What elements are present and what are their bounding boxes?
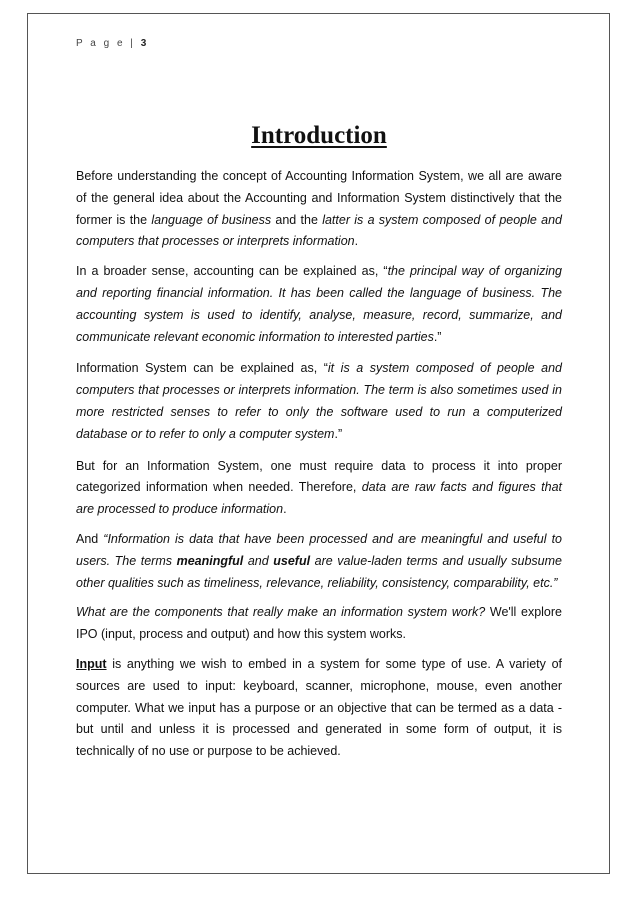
p3-text-1: Information System can be explained as, “ — [76, 361, 328, 376]
page-header — [76, 38, 146, 49]
p5-text-1: And — [76, 531, 104, 546]
p4-italic-1: data are raw facts and figures that are processed to produce information — [76, 480, 562, 517]
document-body — [76, 166, 562, 771]
page-number: 3 — [140, 38, 147, 49]
p5-italic-2: and — [243, 553, 274, 568]
paragraph-5 — [76, 529, 562, 594]
paragraph-7 — [76, 654, 562, 763]
p5-italic-1: “Information is data that have been processed and are meaningful and useful to users. The terms — [76, 531, 563, 568]
p3-text-2: .” — [334, 426, 343, 441]
p5-bold-italic-useful: useful — [273, 553, 311, 568]
paragraph-3 — [76, 358, 562, 445]
page-label: P a g e — [76, 38, 126, 49]
p5-italic-3: are value-laden terms and usually subsume other qualities such as timeliness, relevance, reliability, consistency, comparability, etc.” — [76, 553, 562, 590]
p2-text-2: .” — [433, 329, 442, 344]
p4-text-1: But for an Information System, one must require data to process it into proper categorized information when needed. Therefore, — [76, 458, 562, 495]
p1-text-2: and the — [271, 212, 323, 227]
p1-italic-1: language of business — [151, 212, 272, 227]
paragraph-6 — [76, 602, 562, 646]
p3-italic-1: it is a system composed of people and computers that processes or interprets information. The term is also sometimes used in more restricted senses to refer to only the software used to run a computerized database or to refer to only a computer system — [76, 361, 562, 441]
page-separator: | — [130, 38, 136, 49]
paragraph-4 — [76, 456, 562, 521]
paragraph-1 — [76, 166, 562, 253]
p2-italic-1: the principal way of organizing and reporting financial information. It has been called the language of business. The accounting system is used to identify, analyse, measure, record, summarize, and communicate relevant economic information to interested parties — [76, 264, 562, 344]
p2-text-1: In a broader sense, accounting can be explained as, “ — [76, 264, 388, 279]
p7-text-1: is anything we wish to embed in a system for some type of use. A variety of sources are used to input: keyboard, scanner, microphone, mouse, even another computer. What we input has a purpose or an objective that can be termed as a data - but until and unless it is processed and generated in some form of output, it is technically of no use or purpose to be achieved. — [76, 656, 562, 759]
p4-text-2: . — [283, 502, 287, 517]
p1-text-1: Before understanding the concept of Accounting Information System, we all are aware of the general idea about the Accounting and Information System distinctively that the former is the — [76, 169, 562, 227]
paragraph-2 — [76, 261, 562, 348]
p1-text-3: . — [354, 234, 359, 249]
p6-italic-1: What are the components that really make an information system work? — [76, 605, 486, 620]
p5-bold-italic-meaningful: meaningful — [176, 553, 244, 568]
document-title: Introduction — [251, 122, 387, 149]
p7-term-input: Input — [76, 656, 107, 671]
p1-italic-2: latter is a system composed of people and computers that processes or interprets information — [76, 212, 563, 249]
p6-text-1: We'll explore IPO (input, process and output) and how this system works. — [76, 605, 562, 642]
